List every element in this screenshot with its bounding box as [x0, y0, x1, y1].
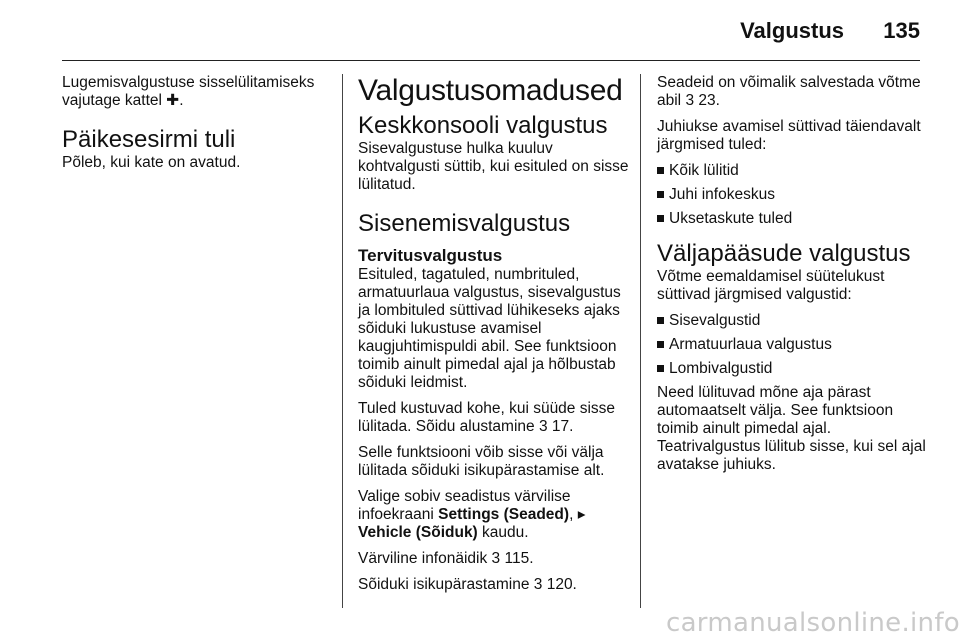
personalization-ref: Sõiduki isikupärastamine 3 120. — [358, 576, 577, 593]
watermark: carmanualsonline.info — [665, 608, 960, 638]
bullet-icon — [657, 317, 664, 324]
column-divider-2 — [640, 74, 641, 608]
page-header — [62, 0, 920, 62]
theatre-light-text: Teatrivalgustus lülitub sisse, kui sel ajal avatakse juhiuks. — [657, 438, 926, 473]
reading-light-paragraph: Lugemisvalgustuse sisselülitamiseks vajutage kattel ✚. — [62, 74, 315, 109]
chapter-title: Valgustus — [740, 18, 844, 43]
settings-text: Valige sobiv seadistus värvilise infoekraani Settings (Seaded), ▸ Vehicle (Sõiduk) kaudu. — [358, 488, 586, 541]
header-divider — [62, 60, 920, 61]
exit-light-list — [657, 312, 927, 378]
driver-door-list — [657, 162, 927, 228]
reference-icon: 3 — [538, 418, 548, 435]
bullet-icon — [657, 365, 664, 372]
column-3 — [657, 74, 927, 482]
bullet-icon — [657, 191, 664, 198]
column-2 — [358, 74, 630, 602]
subheading-console-light: Keskkonsooli valgustus — [358, 112, 608, 139]
welcome-light-text: Esituled, tagatuled, numbrituled, armatuurlaua valgustus, sisevalgustus ja lombituled süttivad lühikeseks ajaks sõiduki lukustuse avamisel kaugjuhtimispuldi abil. See funktsioon toimib ainult pimedal ajal ja hõlbustab sõiduki leidmist. — [358, 266, 621, 391]
section-heading-sun-visor: Päikesesirmi tuli — [62, 126, 236, 153]
toggle-text: Selle funktsiooni võib sisse või välja lülitada sõiduki isikupärastamise alt. — [358, 444, 605, 479]
sun-visor-text: Põleb, kui kate on avatud. — [62, 154, 241, 171]
list-item: Lombivalgustid — [657, 360, 927, 378]
driver-door-text: Juhiukse avamisel süttivad täiendavalt järgmised tuled: — [657, 118, 921, 153]
list-item: Kõik lülitid — [657, 162, 927, 180]
list-item: Sisevalgustid — [657, 312, 927, 330]
exit-light-text: Võtme eemaldamisel süütelukust süttivad järgmised valgustid: — [657, 268, 885, 303]
section-heading-exit-light: Väljapääsude valgustus — [657, 240, 911, 267]
reference-icon: 3 — [533, 576, 543, 593]
bullet-icon — [657, 341, 664, 348]
reference-icon: 3 — [491, 550, 501, 567]
column-divider-1 — [342, 74, 343, 608]
list-item: Uksetaskute tuled — [657, 210, 927, 228]
subheading-entry-light: Sisenemisvalgustus — [358, 210, 571, 237]
auto-off-text: Need lülituvad mõne aja pärast automaatselt välja. See funktsioon toimib ainult pimedal ajal. — [657, 384, 894, 437]
page-number: 135 — [883, 18, 920, 43]
arrow-icon: ▸ — [577, 506, 586, 523]
subheading-welcome-light: Tervitusvalgustus — [358, 246, 503, 265]
list-item: Juhi infokeskus — [657, 186, 927, 204]
lights-off-text: Tuled kustuvad kohe, kui süüde sisse lülitada. Sõidu alustamine 3 17. — [358, 400, 616, 435]
bullet-icon — [657, 167, 664, 174]
list-item: Armatuurlaua valgustus — [657, 336, 927, 354]
column-1 — [62, 74, 332, 180]
bullet-icon — [657, 215, 664, 222]
info-display-ref: Värviline infonäidik 3 115. — [358, 550, 534, 567]
key-memory-text: Seadeid on võimalik salvestada võtme abil 3 23. — [657, 74, 921, 109]
reference-icon: 3 — [685, 92, 695, 109]
plus-icon: ✚ — [166, 92, 180, 109]
main-heading: Valgustusomadused — [358, 74, 623, 107]
console-light-text: Sisevalgustuse hulka kuuluv kohtvalgusti süttib, kui esituled on sisse lülitatud. — [358, 140, 629, 193]
